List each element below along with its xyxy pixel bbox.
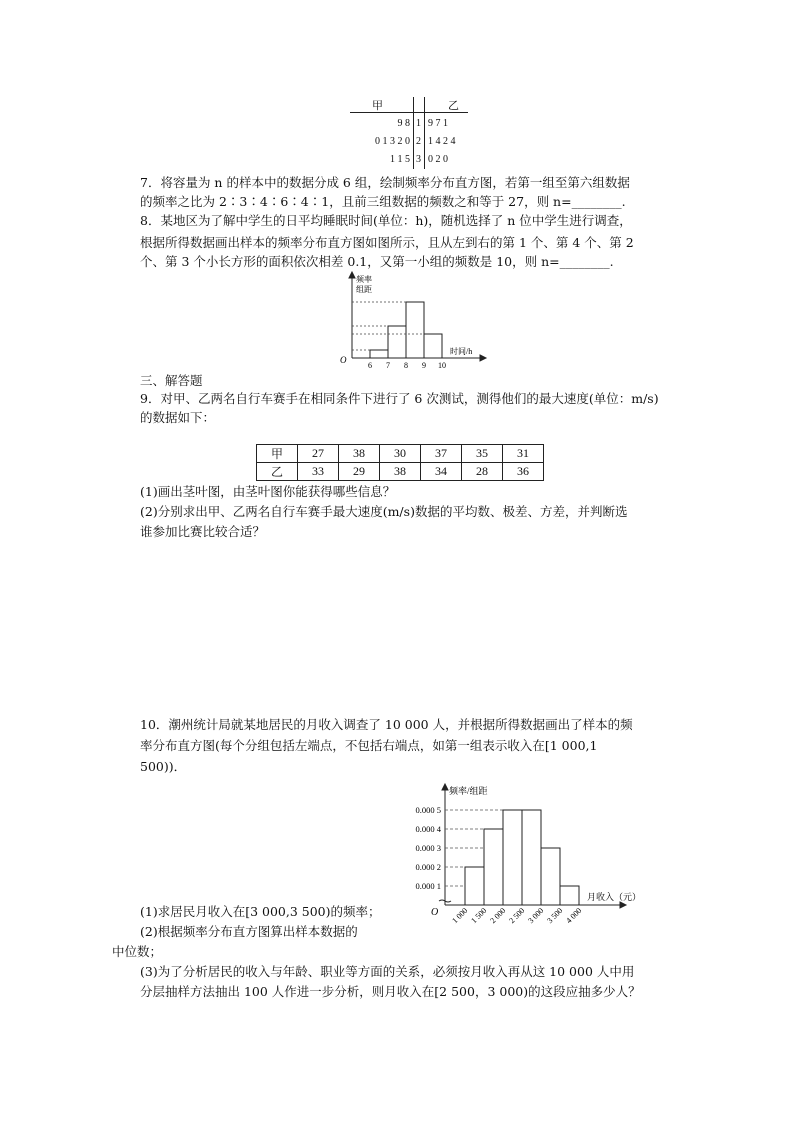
sleep-histogram [330,270,490,372]
sleep-bar [406,302,424,358]
stemleaf-row2-stem: 2 [416,136,421,147]
stemleaf-right-header: 乙 [448,100,459,112]
income-xtick-label: 2 500 [507,906,527,926]
sleep-tick-label: 6 [368,361,372,370]
speed-cell: 30 [380,445,421,463]
section3-heading: 三、解答题 [140,373,203,388]
stemleaf-header-rule [350,112,468,113]
q8-line2: 根据所得数据画出样本的频率分布直方图如图所示，且从左到右的第 1 个、第 4 个、第 2 [140,235,634,250]
sleep-tick-label: 10 [438,361,446,370]
income-bar [522,810,541,905]
q10-sub3a: (3)为了分析居民的收入与年龄、职业等方面的关系，必须按月收入再从这 10 000 人中用 [140,964,635,979]
speed-cell: 38 [380,463,421,481]
q10-line3: 500))． [140,759,187,774]
q8-line3: 个、第 3 个小长方形的面积依次相差 0.1，又第一小组的频数是 10，则 n=________. [140,254,614,269]
stemleaf-row3-left: 1 1 5 [390,154,410,165]
income-xticks [450,906,583,925]
q10-sub2a: (2)根据频率分布直方图算出样本数据的 [140,924,358,939]
sleep-bar [388,326,406,358]
income-bar [560,886,579,905]
speed-row-jia [257,445,544,463]
income-bar [503,810,522,905]
income-histogram [395,782,695,942]
speed-row-label: 甲 [257,445,298,463]
income-ytick-label: 0.000 4 [415,824,441,834]
sleep-bar [370,350,388,358]
speed-cell: 31 [503,445,544,463]
speed-row-label: 乙 [257,463,298,481]
sleep-ticks [368,361,446,370]
income-xtick-label: 1 000 [450,906,470,926]
q10-sub2b: 中位数； [112,944,163,959]
income-bar [484,829,503,905]
q9-line2: 的数据如下： [140,410,216,425]
income-xtick-label: 4 000 [564,906,584,926]
stemleaf-row3-right: 0 2 0 [428,154,448,165]
stem-leaf-plot [350,97,470,169]
income-xlabel: 月收入（元） [587,892,642,902]
stemleaf-row1-left: 9 8 [397,118,410,129]
stemleaf-row1-right: 9 7 1 [428,118,448,129]
income-xtick-label: 1 500 [469,906,489,926]
speed-cell: 35 [462,445,503,463]
stemleaf-left-header: 甲 [372,100,383,112]
sleep-ylabel-top: 频率 [356,275,372,284]
income-ytick-label: 0.000 2 [415,862,441,872]
q7-line2: 的频率之比为 2∶3∶4∶6∶4∶1，且前三组数据的频数之和等于 27，则 n=________. [140,194,626,209]
speed-cell: 36 [503,463,544,481]
income-ylabel: 频率/组距 [449,786,488,796]
income-yticks [416,805,442,891]
speed-cell: 29 [339,463,380,481]
speed-row-yi [257,463,544,481]
sleep-tick-label: 7 [386,361,390,370]
speed-cell: 38 [339,445,380,463]
q9-sub2a: (2)分别求出甲、乙两名自行车赛手最大速度(m/s)数据的平均数、极差、方差，并判断选 [140,504,628,519]
sleep-bar [424,334,442,358]
speed-cell: 33 [298,463,339,481]
q9-line1: 9．对甲、乙两名自行车赛手在相同条件下进行了 6 次测试，测得他们的最大速度(单位：m/s) [140,391,659,406]
income-xtick-label: 2 000 [488,906,508,926]
q10-sub1: (1)求居民月收入在[3 000,3 500)的频率； [140,904,381,919]
income-origin: O [431,907,439,918]
stemleaf-row1-stem: 1 [416,118,421,129]
stemleaf-row2-right: 1 4 2 4 [428,136,456,147]
q10-line2: 率分布直方图(每个分组包括左端点，不包括右端点，如第一组表示收入在[1 000,1 [140,738,598,753]
income-xtick-label: 3 500 [545,906,565,926]
q10-line1: 10．潮州统计局就某地居民的月收入调查了 10 000 人，并根据所得数据画出了样本的频 [140,717,633,732]
income-ytick-label: 0.000 5 [415,805,441,815]
income-xtick-label: 3 000 [526,906,546,926]
speed-table [256,444,544,481]
q9-sub2b: 谁参加比赛比较合适？ [140,524,266,539]
sleep-origin: O [340,355,347,365]
stemleaf-divider-right [424,97,425,169]
speed-cell: 37 [421,445,462,463]
speed-cell: 28 [462,463,503,481]
speed-cell: 34 [421,463,462,481]
q10-sub3b: 分层抽样方法抽出 100 人作进一步分析，则月收入在[2 500，3 000)的这段应抽多少人？ [140,984,641,999]
stemleaf-row3-stem: 3 [416,154,421,165]
stemleaf-row2-left: 0 1 3 2 0 [375,136,410,147]
stemleaf-divider-left [413,97,414,169]
sleep-tick-label: 9 [422,361,426,370]
q7-line1: 7．将容量为 n 的样本中的数据分成 6 组，绘制频率分布直方图，若第一组至第六组数据 [140,175,630,190]
speed-cell: 27 [298,445,339,463]
q8-line1: 8．某地区为了解中学生的日平均睡眠时间(单位：h)，随机选择了 n 位中学生进行调查， [140,213,632,228]
income-bar [541,848,560,905]
sleep-bars [352,302,442,358]
income-bar [465,867,484,905]
q9-sub1: (1)画出茎叶图，由茎叶图你能获得哪些信息？ [140,484,396,499]
income-ytick-label: 0.000 3 [415,843,441,853]
sleep-xlabel: 时间/h [450,347,473,356]
sleep-tick-label: 8 [404,361,408,370]
income-bars [465,810,579,905]
income-ytick-label: 0.000 1 [415,881,441,891]
sleep-ylabel-bottom: 组距 [356,285,372,294]
